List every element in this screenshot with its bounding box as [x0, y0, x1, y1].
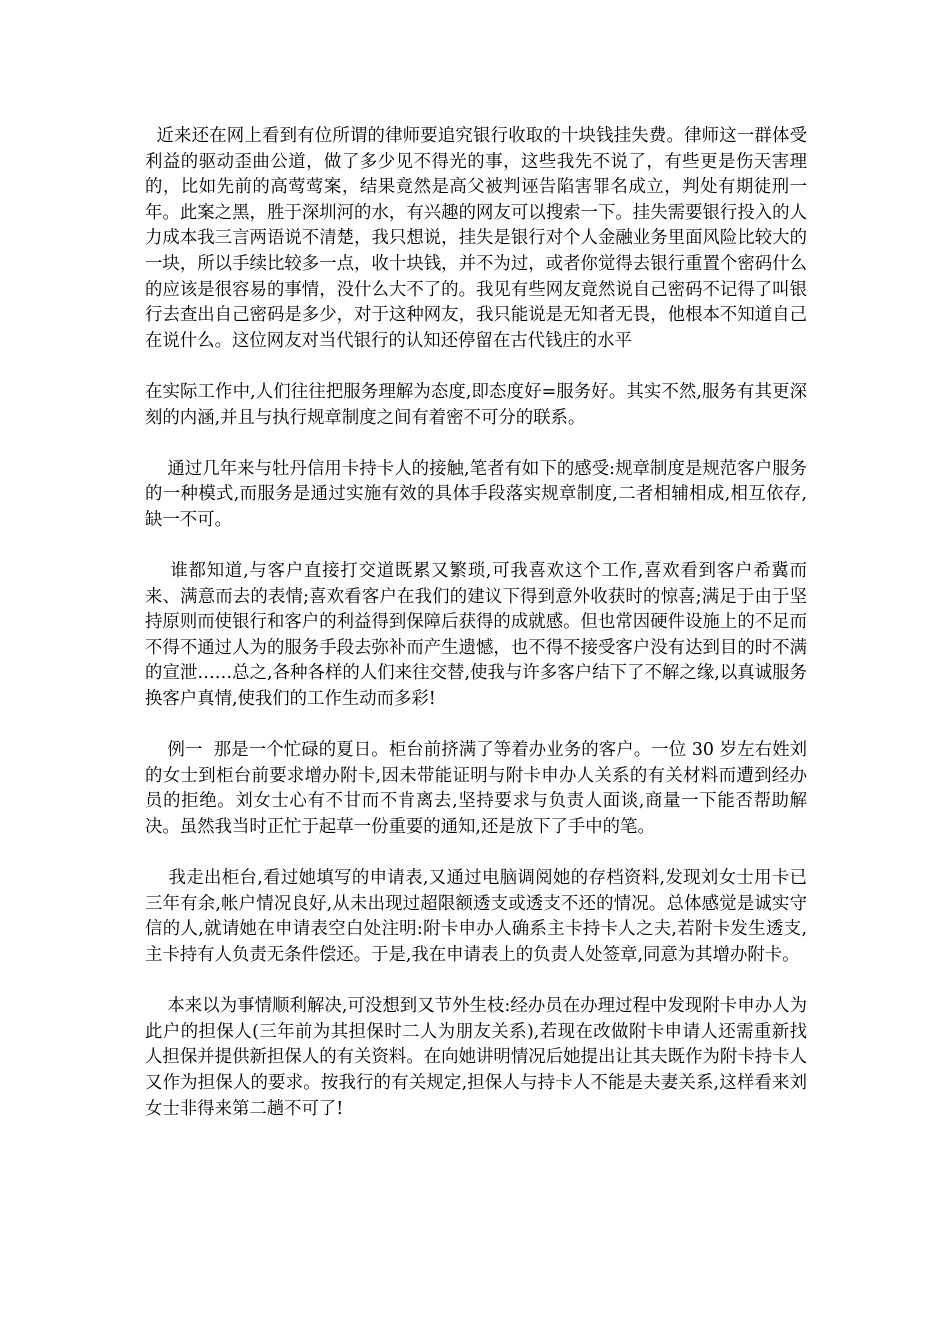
- paragraph-3: 通过几年来与牡丹信用卡持卡人的接触,笔者有如下的感受:规章制度是规范客户服务的一种模式,而服务是通过实施有效的具体手段落实规章制度,二者相辅相成,相互依存,缺一不可。: [145, 458, 807, 530]
- paragraph-4: 谁都知道,与客户直接打交道既累又繁琐,可我喜欢这个工作,喜欢看到客户希冀而来、满意而去的表情;喜欢看客户在我们的建议下得到意外收获时的惊喜;满足于由于坚持原则而使银行和客户的利益得到保障后获得的成就感。但也常因硬件设施上的不足而不得不通过人为的服务手段去弥补而产生遗憾，也不得不接受客户没有达到目的时不满的宣泄……总之,各种各样的人们来往交替,使我与许多客户结下了不解之缘,以真诚服务换客户真情,使我们的工作生动而多彩!: [145, 561, 807, 710]
- paragraph-1: 近来还在网上看到有位所谓的律师要追究银行收取的十块钱挂失费。律师这一群体受利益的驱动歪曲公道，做了多少见不得光的事，这些我先不说了，有些更是伤天害理的，比如先前的高莺莺案，结果竟然是高父被判诬告陷害罪名成立，判处有期徒刑一年。此案之黑，胜于深圳河的水，有兴趣的网友可以搜索一下。挂失需要银行投入的人力成本我三言两语说不清楚，我只想说，挂失是银行对个人金融业务里面风险比较大的一块，所以手续比较多一点，收十块钱，并不为过，或者你觉得去银行重置个密码什么的应该是很容易的事情，没什么大不了的。我见有些网友竟然说自己密码不记得了叫银行去查出自己密码是多少，对于这种网友，我只能说是无知者无畏，他根本不知道自己在说什么。这位网友对当代银行的认知还停留在古代钱庄的水平: [145, 126, 807, 351]
- paragraph-5: 例一 那是一个忙碌的夏日。柜台前挤满了等着办业务的客户。一位 30 岁左右姓刘的女士到柜台前要求增办附卡,因未带能证明与附卡申办人关系的有关材料而遭到经办员的拒绝。刘女士心有不甘而不肯离去,坚持要求与负责人面谈,商量一下能否帮助解决。虽然我当时正忙于起草一份重要的通知,还是放下了手中的笔。: [145, 740, 807, 838]
- paragraph-7: 本来以为事情顺利解决,可没想到又节外生枝:经办员在办理过程中发现附卡申办人为此户的担保人(三年前为其担保时二人为朋友关系),若现在改做附卡申请人还需重新找人担保并提供新担保人的有关资料。在向她讲明情况后她提出让其夫既作为附卡持卡人又作为担保人的要求。按我行的有关规定,担保人与持卡人不能是夫妻关系,这样看来刘女士非得来第二趟不可了!: [145, 996, 807, 1119]
- document-body: [145, 124, 807, 1148]
- paragraph-6: 我走出柜台,看过她填写的申请表,又通过电脑调阅她的存档资料,发现刘女士用卡已三年有余,帐户情况良好,从未出现过超限额透支或透支不还的情况。总体感觉是诚实守信的人,就请她在申请表空白处注明:附卡申办人确系主卡持卡人之夫,若附卡发生透支,主卡持有人负责无条件偿还。于是,我在申请表上的负责人处签章,同意为其增办附卡。: [145, 868, 807, 965]
- paragraph-2: 在实际工作中,人们往往把服务理解为态度,即态度好=服务好。其实不然,服务有其更深刻的内涵,并且与执行规章制度之间有着密不可分的联系。: [145, 381, 807, 428]
